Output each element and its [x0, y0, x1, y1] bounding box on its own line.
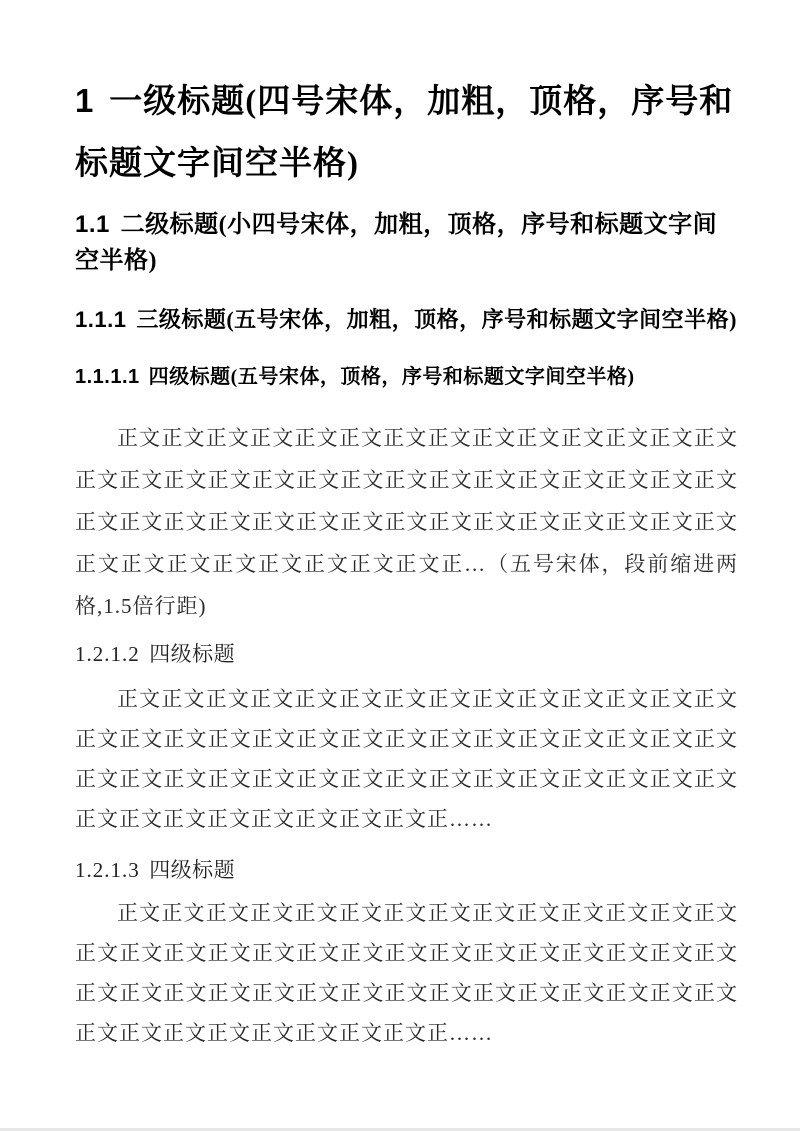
heading-level-2-number: 1.1	[75, 211, 110, 238]
heading-level-4-text: 四级标题(五号宋体，顶格，序号和标题文字间空半格)	[148, 366, 635, 388]
heading-1-2-1-3	[75, 855, 738, 885]
heading-level-1-text: 一级标题(四号宋体，加粗，顶格，序号和标题文字间空半格)	[75, 84, 734, 182]
heading-level-4-number: 1.1.1.1	[75, 366, 140, 388]
heading-level-3-number: 1.1.1	[75, 307, 127, 332]
body-paragraph-1: 正文正文正文正文正文正文正文正文正文正文正文正文正文正文正文正文正文正文正文正文正文正文正文正文正文正文正文正文正文正文正文正文正文正文正文正文正文正文正文正文正文正文正文正文正文正文正文正文正文正文正文正文正…（五号宋体，段前缩进两格,1.5倍行距)	[75, 426, 738, 618]
heading-1-2-1-2	[75, 639, 738, 669]
heading-level-2-text: 二级标题(小四号宋体，加粗，顶格，序号和标题文字间空半格)	[75, 212, 718, 274]
body-paragraph-3: 正文正文正文正文正文正文正文正文正文正文正文正文正文正文正文正文正文正文正文正文正文正文正文正文正文正文正文正文正文正文正文正文正文正文正文正文正文正文正文正文正文正文正文正文正文正文正文正文正文正文正文正文正……	[75, 901, 738, 1045]
heading-1-2-1-3-text: 四级标题	[149, 858, 236, 882]
heading-1-2-1-2-text: 四级标题	[149, 642, 236, 666]
heading-level-4	[75, 361, 738, 393]
heading-1-2-1-3-number: 1.2.1.3	[75, 858, 140, 882]
heading-level-3	[75, 303, 738, 337]
heading-level-2	[75, 207, 738, 279]
heading-level-1	[75, 70, 738, 195]
heading-level-3-text: 三级标题(五号宋体，加粗，顶格，序号和标题文字间空半格)	[136, 307, 737, 332]
body-paragraph-2: 正文正文正文正文正文正文正文正文正文正文正文正文正文正文正文正文正文正文正文正文正文正文正文正文正文正文正文正文正文正文正文正文正文正文正文正文正文正文正文正文正文正文正文正文正文正文正文正文正文正文正文正文正……	[75, 687, 738, 831]
heading-level-1-number: 1	[75, 82, 95, 119]
heading-1-2-1-2-number: 1.2.1.2	[75, 642, 140, 666]
